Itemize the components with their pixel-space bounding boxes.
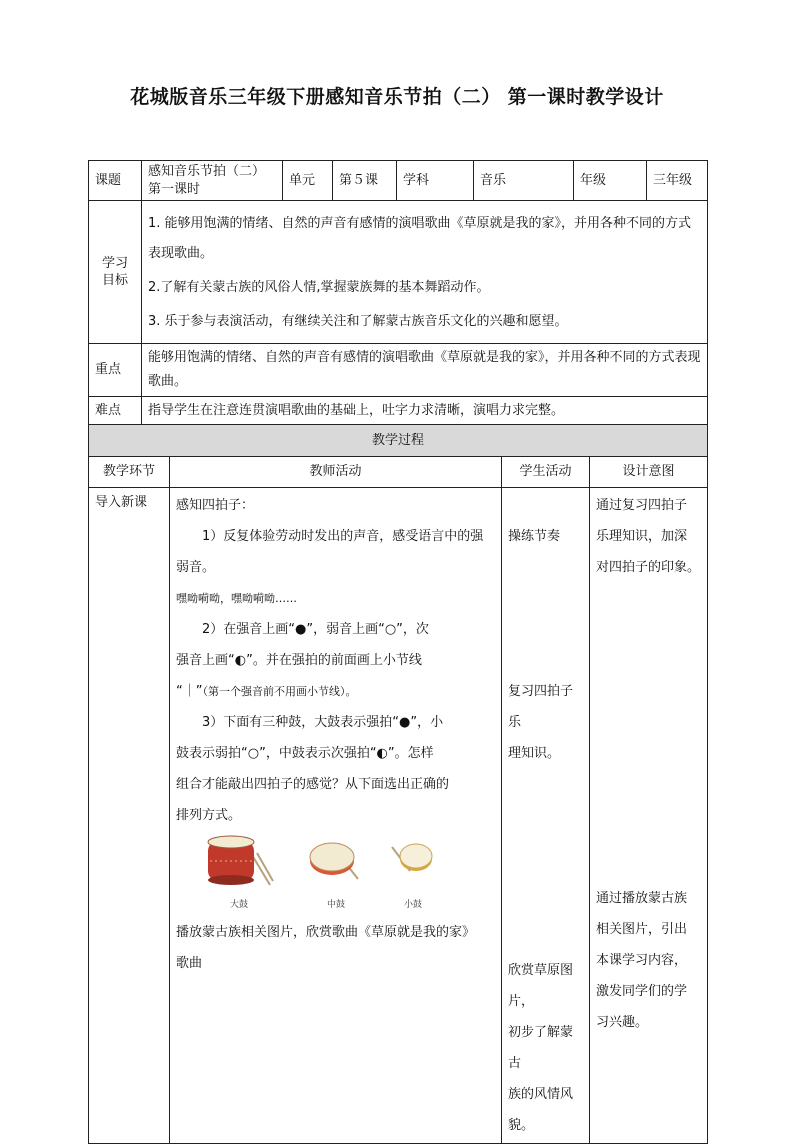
student-line: 族的风情风貌。 <box>508 1087 574 1134</box>
difficulty-label: 难点 <box>89 397 142 425</box>
unit-label: 单元 <box>283 161 333 201</box>
process-header-row <box>89 425 708 457</box>
barline-note: （第一个强音前不用画小节线）。 <box>202 685 357 699</box>
difficulty-row <box>89 397 708 425</box>
objective-item: 1. 能够用饱满的情绪、自然的声音有感情的演唱歌曲《草原就是我的家》，并用各种不同的方式表现歌曲。 <box>148 216 692 262</box>
grade-value: 三年级 <box>647 161 708 201</box>
column-intent: 设计意图 <box>590 457 708 488</box>
intent-line: 本课学习内容， <box>596 953 688 969</box>
objectives-label <box>89 201 142 344</box>
teacher-line: 播放蒙古族相关图片，欣赏歌曲《草原就是我的家》 <box>176 925 476 941</box>
small-drum <box>388 831 438 911</box>
drums-illustration <box>176 831 495 917</box>
objectives-content <box>142 201 708 344</box>
grade-label: 年级 <box>574 161 647 201</box>
teacher-line: 2）在强音上画“●”，弱音上画“○”，次 <box>202 622 429 638</box>
objective-item: 3. 乐于参与表演活动，有继续关注和了解蒙古族音乐文化的兴趣和愿望。 <box>148 314 568 330</box>
lesson-plan-table <box>88 160 708 1144</box>
column-student: 学生活动 <box>502 457 590 488</box>
teacher-activity-cell <box>170 488 502 1144</box>
teacher-line: 鼓表示弱拍“○”，中鼓表示次强拍“◐”。怎样 <box>176 746 434 762</box>
big-drum-icon <box>204 831 274 889</box>
info-row <box>89 161 708 201</box>
intent-line: 乐理知识，加深 <box>596 529 688 545</box>
teacher-line: 强音上画“◐”。并在强拍的前面画上小节线 <box>176 653 422 669</box>
middle-drum <box>306 831 366 911</box>
process-columns-row <box>89 457 708 488</box>
objective-item: 2.了解有关蒙古族的风俗人情,掌握蒙族舞的基本舞蹈动作。 <box>148 280 490 296</box>
difficulty-text: 指导学生在注意连贯演唱歌曲的基础上，吐字力求清晰，演唱力求完整。 <box>142 397 708 425</box>
small-drum-icon <box>388 831 438 889</box>
middle-drum-label: 中鼓 <box>326 899 345 910</box>
student-line: 操练节奏 <box>508 529 561 545</box>
big-drum <box>204 831 274 911</box>
topic-value: 感知音乐节拍（二）第一课时 <box>142 161 283 201</box>
student-line: 复习四拍子乐 <box>508 684 574 731</box>
teacher-line: 歌曲 <box>176 956 203 972</box>
big-drum-label: 大鼓 <box>229 899 248 910</box>
teacher-line: 嘿呦嗬呦，嘿呦嗬呦…… <box>176 592 297 606</box>
design-intent-cell <box>590 488 708 1144</box>
teacher-line: 组合才能敲出四拍子的感觉？从下面选出正确的 <box>176 777 450 793</box>
intent-line: 相关图片，引出 <box>596 922 688 938</box>
topic-label: 课题 <box>89 161 142 201</box>
objectives-label-line1: 学习 <box>101 255 128 271</box>
intent-line: 习兴趣。 <box>596 1015 649 1031</box>
process-header: 教学过程 <box>89 425 708 457</box>
objectives-label-line2: 目标 <box>101 273 128 289</box>
intent-line: 激发同学们的学 <box>596 984 688 1000</box>
barline-symbol: “｜” <box>176 684 203 700</box>
unit-value: 第５课 <box>333 161 397 201</box>
teacher-line: 弱音。 <box>176 560 216 576</box>
key-point-row <box>89 344 708 397</box>
process-row <box>89 488 708 1144</box>
document-title: 花城版音乐三年级下册感知音乐节拍（二） 第一课时教学设计 <box>130 86 664 108</box>
student-line: 欣赏草原图片， <box>508 963 574 1010</box>
student-line: 理知识。 <box>508 746 561 762</box>
intent-line: 通过播放蒙古族 <box>596 891 688 907</box>
teacher-line: 排列方式。 <box>176 808 242 824</box>
student-line: 初步了解蒙古 <box>508 1025 574 1072</box>
student-activity-cell <box>502 488 590 1144</box>
subject-value: 音乐 <box>474 161 574 201</box>
teacher-line: 感知四拍子： <box>176 498 255 514</box>
key-point-label: 重点 <box>89 344 142 397</box>
objectives-row <box>89 201 708 344</box>
intent-line: 通过复习四拍子 <box>596 498 688 514</box>
teacher-line: 1）反复体验劳动时发出的声音，感受语言中的强 <box>202 529 484 545</box>
small-drum-label: 小鼓 <box>403 899 422 910</box>
column-teacher: 教师活动 <box>170 457 502 488</box>
subject-label: 学科 <box>397 161 474 201</box>
intent-line: 对四拍子的印象。 <box>596 560 701 576</box>
stage-cell: 导入新课 <box>89 488 170 1144</box>
middle-drum-icon <box>306 831 366 889</box>
column-stage: 教学环节 <box>89 457 170 488</box>
teacher-line: 3）下面有三种鼓，大鼓表示强拍“●”，小 <box>202 715 444 731</box>
key-point-text: 能够用饱满的情绪、自然的声音有感情的演唱歌曲《草原就是我的家》，并用各种不同的方式表现歌曲。 <box>142 344 708 397</box>
teacher-line <box>176 676 495 707</box>
